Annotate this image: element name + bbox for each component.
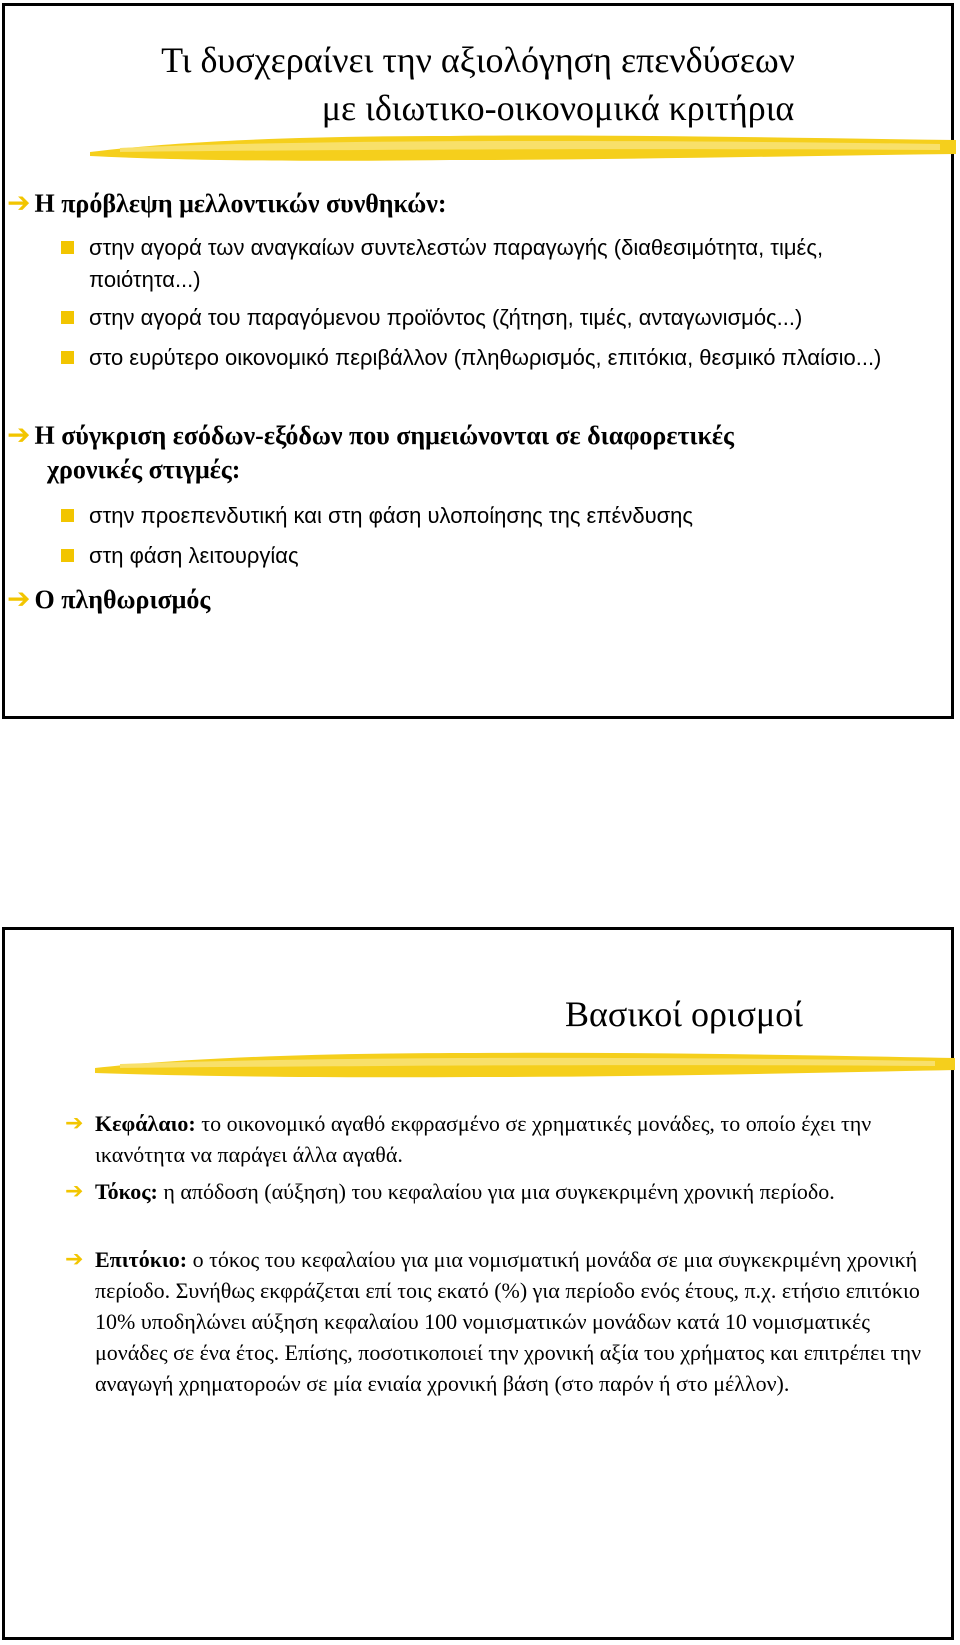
slide-title-line2: με ιδιωτικο-οικονομικά κριτήρια: [321, 88, 795, 128]
square-bullet-icon: [61, 351, 74, 364]
definition-interest-rate: [65, 1244, 925, 1399]
definition-term: Επιτόκιο:: [95, 1247, 188, 1272]
definition-term: Τόκος:: [95, 1179, 158, 1204]
heading-text-continued: χρονικές στιγμές:: [47, 455, 241, 484]
arrow-right-icon: ➔: [7, 418, 31, 451]
list-item: [61, 232, 929, 296]
brush-stroke-decoration: [95, 1048, 955, 1082]
heading-text: Η σύγκριση εσόδων-εξόδων που σημειώνονται σε διαφορετικές: [34, 421, 735, 450]
list-item: [61, 302, 929, 334]
square-bullet-icon: [61, 311, 74, 324]
square-bullet-icon: [61, 509, 74, 522]
list-item-text: στη φάση λειτουργίας: [89, 543, 299, 568]
slide-title-line1: Τι δυσχεραίνει την αξιολόγηση επενδύσεων: [161, 40, 795, 80]
arrow-right-icon: ➔: [7, 582, 31, 615]
brush-stroke-decoration: [90, 130, 956, 166]
heading-forecasting: [7, 186, 447, 221]
slide-title: Βασικοί ορισμοί: [564, 994, 803, 1034]
definition-interest: [65, 1176, 925, 1207]
definition-text: ο τόκος του κεφαλαίου για μια νομισματική μονάδα σε μια συγκεκριμένη χρονική περίοδο. Συνήθως εκφράζεται επί τοις εκατό (%) για περίοδο ενός έτους, π.χ. ετήσιο επιτόκιο 10% υποδηλώνει αύξηση κεφαλαίου 100 νομισματικών μονάδων κατά 10 νομισματικές μονάδες σε ένα έτος. Επίσης, ποσοτικοποιεί την χρονική αξία του χρήματος και επιτρέπει την αναγωγή χρηματοροών σε μία ενιαία χρονική βάση (στο παρόν ή στο μέλλον).: [95, 1247, 922, 1396]
list-item: [61, 342, 929, 374]
list-item-text: στην προεπενδυτική και στη φάση υλοποίησης της επένδυσης: [89, 503, 694, 528]
definition-capital: [65, 1108, 925, 1170]
square-bullet-icon: [61, 241, 74, 254]
definition-text: το οικονομικό αγαθό εκφρασμένο σε χρηματικές μονάδες, το οποίο έχει την ικανότητα να παράγει άλλα αγαθά.: [95, 1111, 872, 1167]
arrow-right-icon: ➔: [65, 1111, 84, 1136]
slide-title: [5, 36, 951, 132]
heading-comparison: [7, 418, 734, 487]
heading-inflation: [7, 582, 210, 617]
heading-text: Η πρόβλεψη μελλοντικών συνθηκών:: [34, 189, 447, 218]
list-item: [61, 540, 929, 572]
slide-investment-evaluation: [2, 3, 954, 719]
heading-text: Ο πληθωρισμός: [34, 585, 211, 614]
list-item-text: στο ευρύτερο οικονομικό περιβάλλον (πληθωρισμός, επιτόκια, θεσμικό πλαίσιο...): [89, 345, 882, 370]
list-item-text: στην αγορά των αναγκαίων συντελεστών παραγωγής (διαθεσιμότητα, τιμές, ποιότητα...): [89, 235, 824, 292]
arrow-right-icon: ➔: [65, 1179, 84, 1204]
list-item: [61, 500, 929, 532]
definition-text: η απόδοση (αύξηση) του κεφαλαίου για μια συγκεκριμένη χρονική περίοδο.: [157, 1179, 835, 1204]
definition-term: Κεφάλαιο:: [95, 1111, 196, 1136]
arrow-right-icon: ➔: [65, 1247, 84, 1272]
list-item-text: στην αγορά του παραγόμενου προϊόντος (ζήτηση, τιμές, ανταγωνισμός...): [89, 305, 803, 330]
arrow-right-icon: ➔: [7, 186, 31, 219]
slide-basic-definitions: [2, 927, 954, 1640]
square-bullet-icon: [61, 549, 74, 562]
